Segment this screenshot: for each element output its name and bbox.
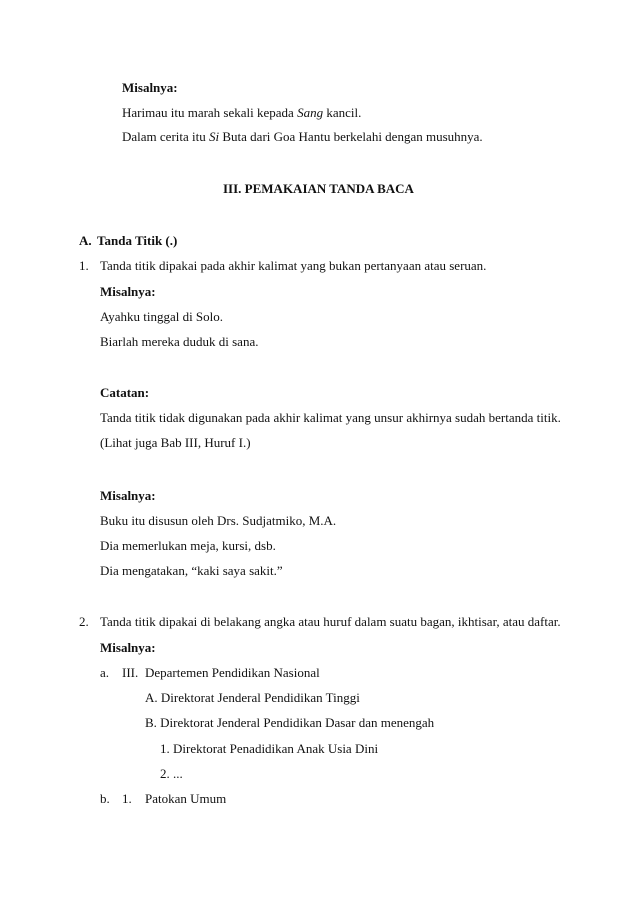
- example-line: [122, 129, 483, 145]
- section-title: Tanda Titik (.): [97, 233, 178, 248]
- example-text: Buta dari Goa Hantu berkelahi dengan musuhnya.: [219, 129, 483, 144]
- outline-subitem: B. Direktorat Jenderal Pendidikan Dasar dan menengah: [145, 715, 435, 730]
- example-label: Misalnya:: [100, 284, 156, 299]
- list-letter: a.: [100, 665, 110, 680]
- outline-subsubitem: 2. ...: [160, 766, 183, 781]
- example-line: Biarlah mereka duduk di sana.: [100, 334, 259, 349]
- example-emphasis: Sang: [297, 105, 324, 120]
- list-number: 1.: [79, 258, 89, 273]
- chapter-title: III. PEMAKAIAN TANDA BACA: [223, 181, 414, 196]
- example-emphasis: Si: [209, 129, 220, 144]
- section-marker: A.: [79, 233, 92, 248]
- list-roman: III.: [122, 665, 139, 680]
- note-label: Catatan:: [100, 385, 150, 400]
- example-label: Misalnya:: [100, 488, 156, 503]
- outline-subsubitem: 1. Direktorat Penadidikan Anak Usia Dini: [160, 741, 379, 756]
- example-text: Dalam cerita itu: [122, 129, 209, 144]
- example-label: Misalnya:: [122, 80, 178, 95]
- example-line: Dia mengatakan, “kaki saya sakit.”: [100, 563, 283, 578]
- list-item-text: Tanda titik dipakai pada akhir kalimat yang bukan pertanyaan atau seruan.: [100, 258, 487, 273]
- list-number: 2.: [79, 614, 89, 629]
- example-text: Harimau itu marah sekali kepada: [122, 105, 298, 120]
- list-number: 1.: [122, 791, 132, 806]
- note-text: Tanda titik tidak digunakan pada akhir kalimat yang unsur akhirnya sudah bertanda titik.: [100, 410, 561, 425]
- example-text: kancil.: [323, 105, 362, 120]
- example-line: Dia memerlukan meja, kursi, dsb.: [100, 538, 276, 553]
- example-line: Ayahku tinggal di Solo.: [100, 309, 224, 324]
- note-reference: (Lihat juga Bab III, Huruf I.): [100, 435, 251, 450]
- outline-subitem: A. Direktorat Jenderal Pendidikan Tinggi: [145, 690, 360, 705]
- outline-title: Patokan Umum: [145, 791, 227, 806]
- example-line: [122, 105, 361, 121]
- example-line: Buku itu disusun oleh Drs. Sudjatmiko, M.A.: [100, 513, 337, 528]
- outline-title: Departemen Pendidikan Nasional: [145, 665, 320, 680]
- list-letter: b.: [100, 791, 110, 806]
- example-label: Misalnya:: [100, 640, 156, 655]
- list-item-text: Tanda titik dipakai di belakang angka atau huruf dalam suatu bagan, ikhtisar, atau daftar.: [100, 614, 561, 629]
